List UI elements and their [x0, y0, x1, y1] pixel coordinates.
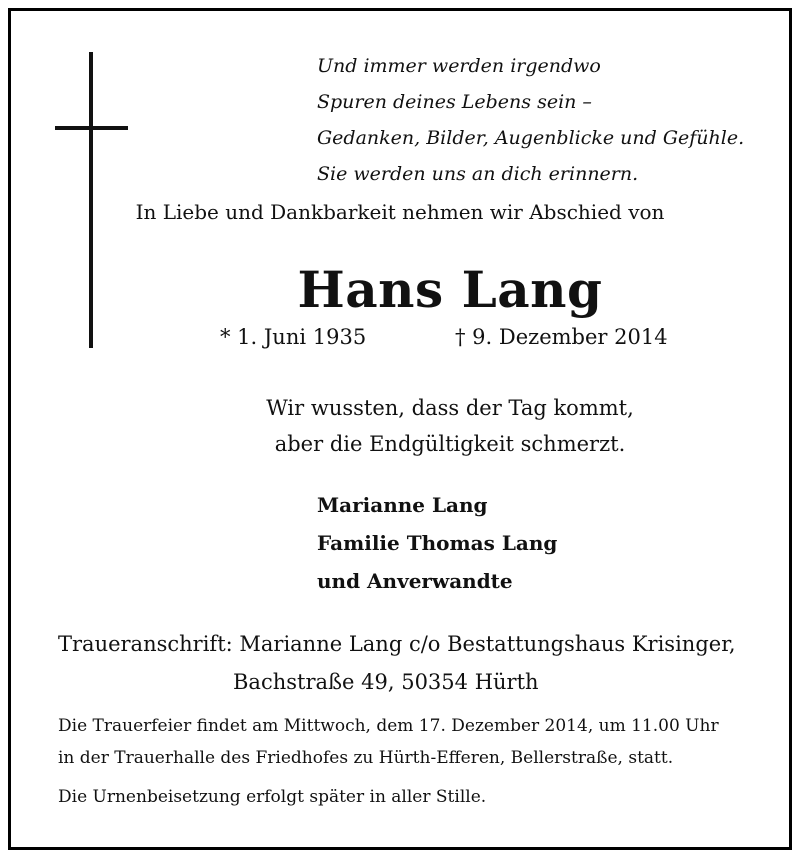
- address-line: Traueranschrift: Marianne Lang c/o Bestattungshaus Krisinger,: [58, 632, 736, 656]
- poem-line: Und immer werden irgendwo: [317, 55, 601, 77]
- ceremony-line: in der Trauerhalle des Friedhofes zu Hürth-Efferen, Bellerstraße, statt.: [58, 748, 674, 768]
- poem: [317, 48, 744, 192]
- mourners-list: [317, 486, 557, 600]
- address-line: Bachstraße 49, 50354 Hürth: [233, 670, 539, 694]
- birth-date: * 1. Juni 1935: [220, 325, 367, 349]
- deceased-name: Hans Lang: [297, 260, 603, 319]
- mourner: und Anverwandte: [317, 569, 513, 593]
- mourner: Familie Thomas Lang: [317, 531, 558, 555]
- poem-line: Spuren deines Lebens sein –: [317, 91, 592, 113]
- ceremony-info: [58, 710, 719, 774]
- poem-line: Sie werden uns an dich erinnern.: [317, 163, 639, 185]
- urn-burial-info: Die Urnenbeisetzung erfolgt später in aller Stille.: [58, 787, 487, 807]
- ceremony-line: Die Trauerfeier findet am Mittwoch, dem 17. Dezember 2014, um 11.00 Uhr: [58, 716, 719, 736]
- saying-line: Wir wussten, dass der Tag kommt,: [266, 396, 634, 420]
- poem-line: Gedanken, Bilder, Augenblicke und Gefühle.: [317, 127, 745, 149]
- intro-text: In Liebe und Dankbarkeit nehmen wir Abschied von: [135, 200, 665, 224]
- mourner: Marianne Lang: [317, 493, 488, 517]
- death-date: † 9. Dezember 2014: [455, 325, 668, 349]
- saying: [0, 390, 800, 462]
- cross-icon-bar: [55, 126, 128, 130]
- saying-line: aber die Endgültigkeit schmerzt.: [274, 432, 626, 456]
- mourning-address: [58, 625, 736, 701]
